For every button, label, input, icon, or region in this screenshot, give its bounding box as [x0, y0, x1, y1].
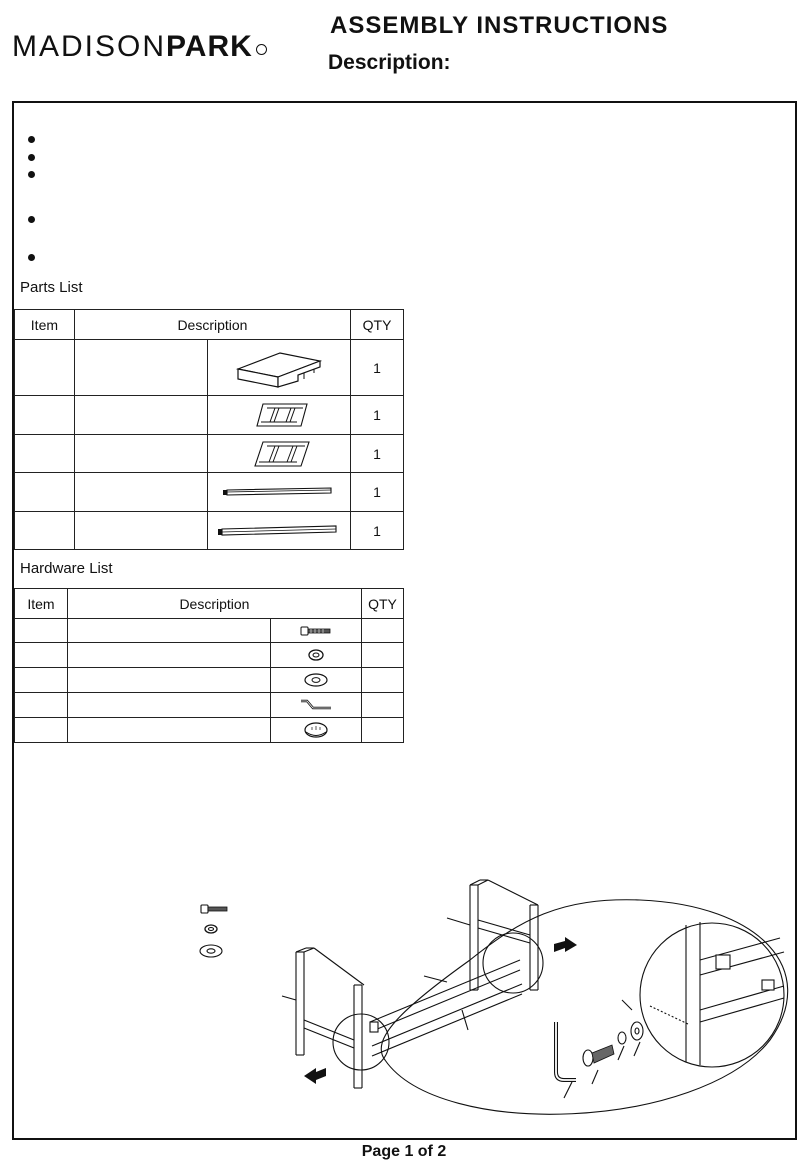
detail-leg [650, 922, 784, 1065]
parts-qty-cell: 1 [351, 340, 404, 396]
flat-washer-icon [200, 945, 222, 957]
page-title: ASSEMBLY INSTRUCTIONS [330, 12, 669, 39]
parts-qty-cell: 1 [351, 396, 404, 435]
page-number: Page 1 of 2 [361, 1143, 447, 1160]
parts-header-item: Item [15, 310, 75, 340]
detail-circle [640, 923, 784, 1067]
front-leg-frame [296, 948, 364, 1088]
lock-washer-icon [205, 925, 217, 933]
description-heading: Description: [328, 51, 451, 74]
lock-washer-icon [618, 1032, 626, 1044]
hardware-header-item: Item [15, 589, 68, 619]
brand-name-bold: PARK [166, 30, 253, 63]
hardware-header-qty: QTY [362, 589, 404, 619]
bolt-icon [583, 1045, 614, 1066]
parts-list-label: Parts List [20, 279, 83, 296]
hardware-list-label: Hardware List [20, 560, 113, 577]
brand-name-thin: MADISON [12, 30, 167, 63]
flat-washer-icon [631, 1022, 643, 1040]
arrow-icon [554, 937, 577, 952]
parts-qty-cell: 1 [351, 512, 404, 550]
hardware-header-description: Description [67, 589, 361, 619]
back-leg-frame [470, 880, 538, 990]
parts-header-qty: QTY [351, 310, 404, 340]
bolt-icon [201, 905, 227, 913]
parts-header-description: Description [74, 310, 350, 340]
arrow-icon [304, 1068, 326, 1084]
parts-qty-cell: 1 [351, 435, 404, 473]
callout-ellipse [381, 900, 787, 1115]
parts-qty-cell: 1 [351, 473, 404, 512]
stretcher-bars [370, 960, 522, 1056]
allen-key-icon [556, 1022, 576, 1080]
